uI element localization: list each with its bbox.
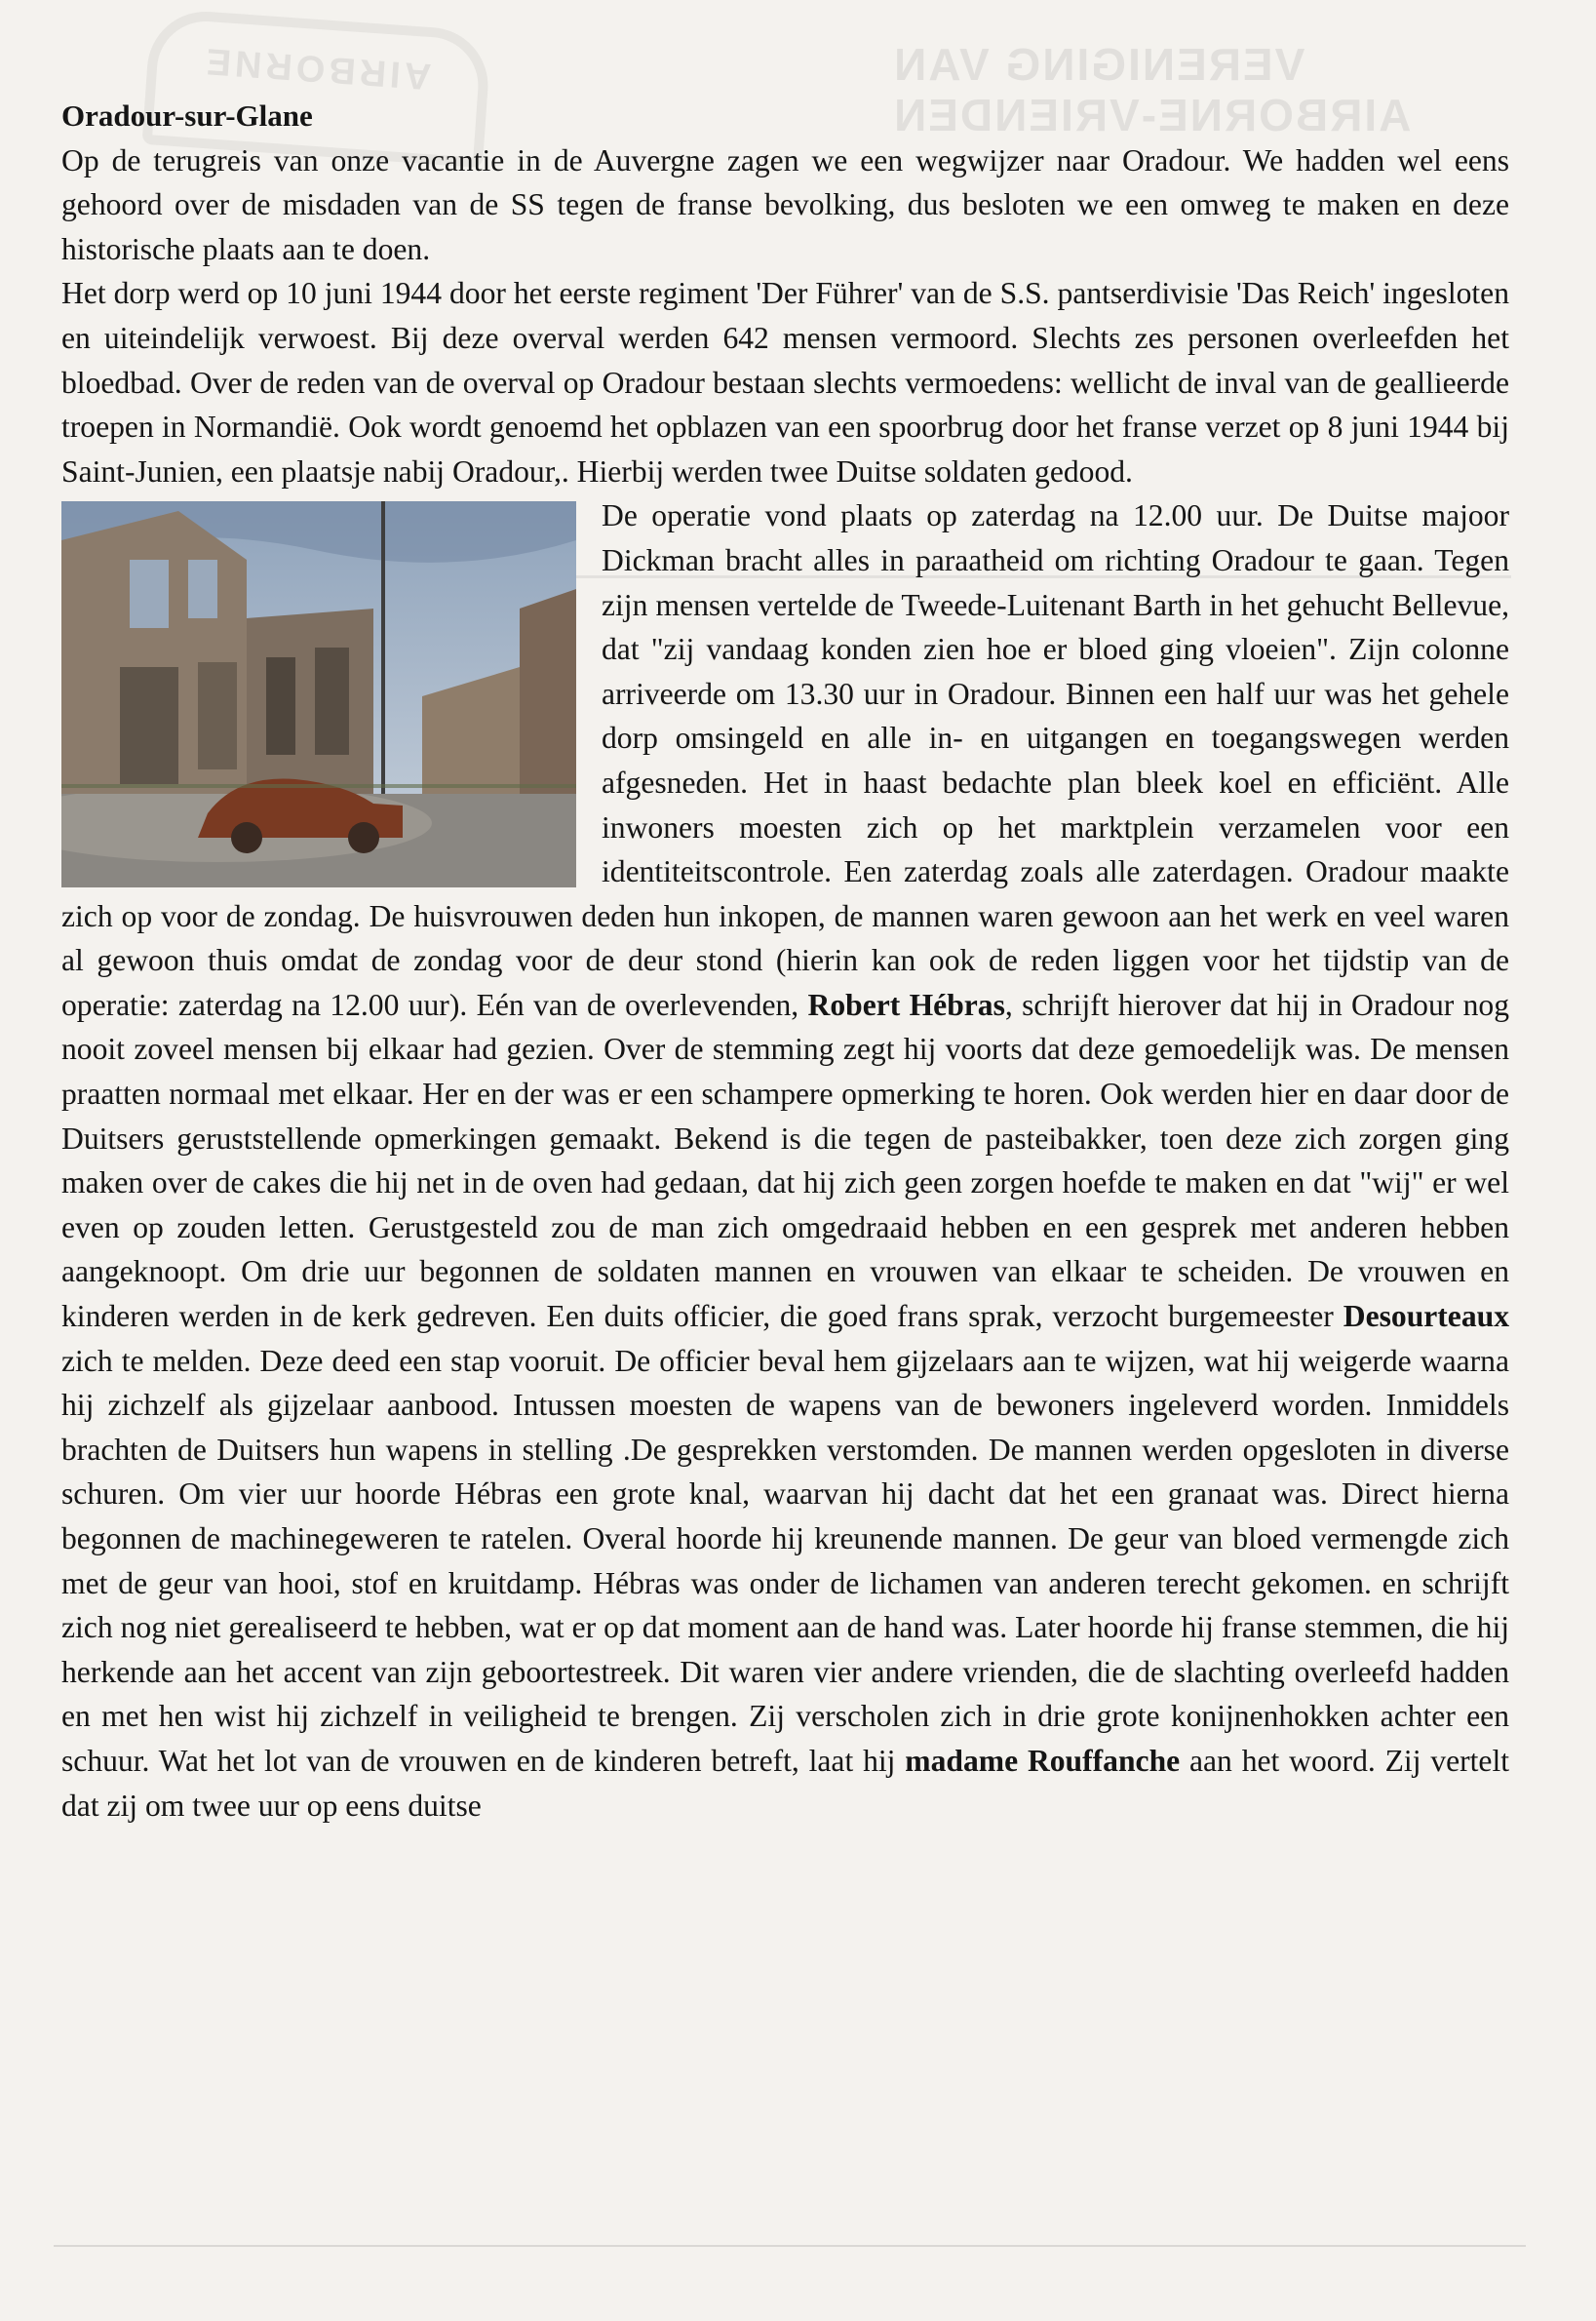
paragraph-1: Op de terugreis van onze vacantie in de Auvergne zagen we een wegwijzer naar Oradour. We hadden wel eens gehoord over de misdaden van de SS tegen de franse bevolking, dus besloten we een omweg te maken en deze historische plaats aan te doen. [61, 142, 1509, 266]
name-desourteaux: Desourteaux [1343, 1299, 1509, 1334]
article-title: Oradour-sur-Glane [61, 98, 313, 133]
watermark-banner-text: AIRBORNE [201, 39, 433, 98]
paragraph-2: Het dorp werd op 10 juni 1944 door het eerste regiment 'Der Führer' van de S.S. pantserdivisie 'Das Reich' ingesloten en uiteindelijk verwoest. Bij deze overval werden 642 mensen vermoord. Slechts zes personen overleefden het bloedbad. Over de reden van de overval op Oradour bestaan slechts vermoedens: wellicht de inval van de geallieerde troepen in Normandië. Ook wordt genoemd het opblazen van een spoorbrug door het franse verzet op 8 juni 1944 bij Saint-Junien, een plaatsje nabij Oradour,. Hierbij werden twee Duitse soldaten gedood. [61, 276, 1509, 489]
article [61, 94, 1509, 1828]
watermark-line2: AIRBORNE-VRIENDEN [891, 90, 1411, 140]
paragraph-3-part-d: aan het woord. Zij vertelt dat zij om twee uur op eens duitse [61, 1743, 1510, 1823]
paragraph-3-part-b: , schrijft hierover dat hij in Oradour nog nooit zoveel mensen bij elkaar had gezien. Over de stemming zegt hij voorts dat deze gemoedelijk was. De mensen praatten normaal met elkaar. Her en der was er een schampere opmerking te horen. Ook werden hier en daar door de Duitsers geruststellende opmerkingen gemaakt. Bekend is die tegen de pasteibakker, toen deze zich zorgen ging maken over de cakes die hij net in de oven had gedaan, dat hij zich geen zorgen hoefde te maken en dat "wij" er wel even op zouden letten. Gerustgesteld zou de man zich omgedraaid hebben en een gesprek met anderen hebben aangeknoopt. Om drie uur begonnen de soldaten mannen en vrouwen van elkaar te scheiden. De vrouwen en kinderen werden in de kerk gedreven. Een duits officier, die goed frans sprak, verzocht burgemeester [61, 987, 1510, 1334]
ruins-photo [61, 501, 576, 887]
paragraph-3-part-c: zich te melden. Deze deed een stap vooruit. De officier beval hem gijzelaars aan te wijzen, wat hij weigerde waarna hij zichzelf als gijzelaar aanbood. Intussen moesten de wapens van de bewoners ingeleverd worden. Inmiddels brachten de Duitsers hun wapens in stelling .De gesprekken verstomden. De mannen werden opgesloten in diverse schuren. Om vier uur hoorde Hébras een grote knal, waarvan hij dacht dat het een granaat was. Direct hierna begonnen de machinegeweren te ratelen. Overal hoorde hij kreunende mannen. De geur van bloed vermengde zich met de geur van hooi, stof en kruitdamp. Hébras was onder de lichamen van anderen terecht gekomen. en schrijft zich nog niet gerealiseerd te hebben, wat er op dat moment aan de hand was. Later hoorde hij franse stemmen, die hij herkende aan het accent van zijn geboortestreek. Dit waren vier andere vrienden, die de slachting overleefd hadden en met hen wist hij zichzelf in veiligheid te brengen. Zij verscholen zich in drie grote konijnenhokken achter een schuur. Wat het lot van de vrouwen en de kinderen betreft, laat hij [61, 1343, 1509, 1778]
footer-rule [54, 2245, 1526, 2247]
name-robert-hebras: Robert Hébras [807, 987, 1005, 1022]
name-madame-rouffanche: madame Rouffanche [905, 1743, 1181, 1778]
paragraph-3-part-a: De operatie vond plaats op zaterdag na 12.00 uur. De Duitse majoor Dickman bracht alles in paraatheid om richting Oradour te gaan. Tegen zijn mensen vertelde de Tweede-Luitenant Barth in het gehucht Bellevue, dat "zij vandaag konden zien hoe er bloed ging vloeien". Zijn colonne arriveerde om 13.30 uur in Oradour. Binnen een half uur was het gehele dorp omsingeld en alle in- en uitgangen en toegangswegen werden afgesneden. Het in haast bedachte plan bleek koel en efficiënt. Alle inwoners moesten zich op het marktplein verzamelen voor een identiteitscontrole. Een zaterdag zoals alle zaterdagen. Oradour maakte zich op voor de zondag. De huisvrouwen deden hun inkopen, de mannen waren gewoon aan het werk en veel waren al gewoon thuis omdat de zondag voor de deur stond (hierin kan ook de reden liggen voor het tijdstip van de operatie: zaterdag na 12.00 uur). Eén van de overlevenden, [61, 498, 1509, 1022]
ruins-photo-illustration [61, 501, 576, 887]
watermark-line1: VERENIGING VAN [891, 39, 1304, 90]
